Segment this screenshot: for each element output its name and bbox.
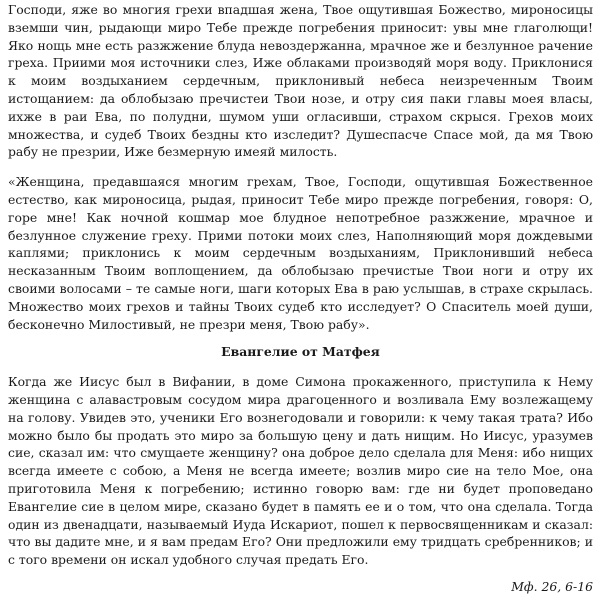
spacer <box>8 361 593 373</box>
scripture-reference: Мф. 26, 6-16 <box>511 578 593 594</box>
spacer <box>8 161 593 173</box>
gospel-paragraph: Когда же Иисус был в Вифании, в доме Симона прокаженного, приступила к Нему женщина с алавастровым сосудом мира драгоценного и возливала Ему возлежащему на голову. Увидев это, ученики Его вознегодовали и говорили: к чему такая трата? Ибо можно было бы продать это миро за большую цену и дать нищим. Но Иисус, уразумев сие, сказал им: что смущаете женщину? она доброе дело сделала для Меня: ибо нищих всегда имеете с собою, а Меня не всегда имеете; возлив миро сие на тело Мое, она приготовила Меня к погребению; истинно говорю вам: где ни будет проповедано Евангелие сие в целом мире, сказано будет в память ее и о том, что она сделала. Тогда один из двенадцати, называемый Иуда Искариот, пошел к первосвященникам и сказал: что вы дадите мне, и я вам предам Его? Они предложили ему тридцать сребренников; и с того времени он искал удобного случая предать Его. <box>8 374 593 568</box>
document-page <box>8 1 593 596</box>
spacer <box>8 569 593 578</box>
spacer <box>8 333 593 343</box>
gospel-heading: Евангелие от Матфея <box>221 344 380 360</box>
prayer-paragraph: Господи, яже во многия грехи впадшая жена, Твое ощутившая Божество, мироносицы вземши чин, рыдающи миро Тебе прежде погребения приносит: увы мне глаголющи! Яко нощь мне есть разжжение блуда невоздержанна, мрачное же и безлунное рачение греха. Приими моя источники слез, Иже облаками производяй моря воду. Приклонися к моим воздыханием сердечным, приклонивый небеса неизреченным Твоим истощанием: да облобызаю пречистеи Твои нозе, и отру сия паки главы моея власы, ихже в раи Ева, по полудни, шумом уши огласивши, страхом скрыся. Грехов моих множества, и судеб Твоих бездны кто изследит? Душеспасче Спасе мой, да мя Твою рабу не презрии, Иже безмерную имеяй милость. <box>8 2 593 160</box>
translation-paragraph: «Женщина, предавшаяся многим грехам, Твое, Господи, ощутившая Божественное естество, как мироносица, рыдая, приносит Тебе миро прежде погребения, говоря: О, горе мне! Как ночной кошмар мое блудное непотребное разжжение, мрачное и безлунное служение греху. Прими потоки моих слез, Наполняющий моря дождевыми каплями; приклонись к моим сердечным воздыханиям, Приклонивший небеса несказанным Твоим воплощением, да облобызаю пречистые Твои ноги и отру их своими волосами – те самые ноги, шаги которых Ева в раю услышав, в страхе скрылась. Множество моих грехов и тайны Твоих судеб кто исследует? О Спаситель моей души, бесконечно Милостивый, не презри меня, Твою рабу». <box>8 174 593 332</box>
